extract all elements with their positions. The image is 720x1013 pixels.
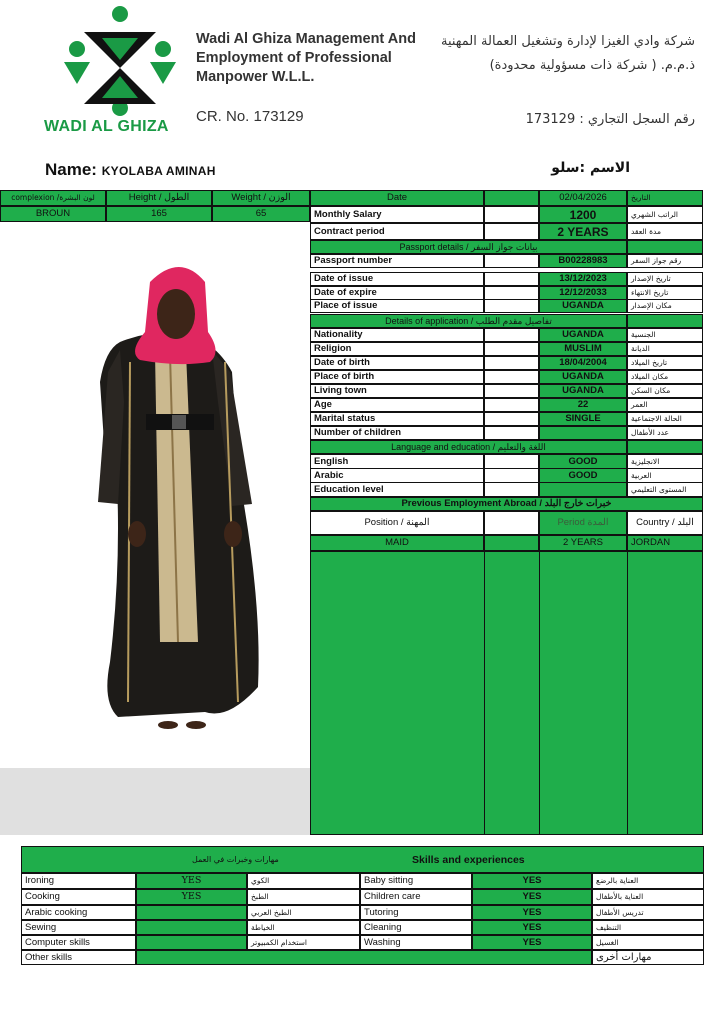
language-row-label-ar: المستوى التعليمي xyxy=(627,482,703,497)
name-label: Name: xyxy=(45,160,97,179)
language-row-label-ar: العربية xyxy=(627,468,703,483)
skill-label: Washing xyxy=(360,935,472,950)
skill-value xyxy=(136,920,247,935)
passport-row-label: Date of issue xyxy=(310,272,484,286)
language-row-spacer xyxy=(484,468,539,483)
previous-period: 2 YEARS xyxy=(539,535,627,551)
skill-label: Cleaning xyxy=(360,920,472,935)
language-row-value: GOOD xyxy=(539,468,627,483)
height-value: 165 xyxy=(106,206,212,222)
skill-value: YES xyxy=(472,920,592,935)
photo-footer xyxy=(0,768,310,835)
salary-value: 1200 xyxy=(539,206,627,223)
skill-value: YES xyxy=(136,889,247,905)
position-spacer xyxy=(484,511,539,535)
application-row-value xyxy=(539,426,627,440)
application-row-label-ar: الديانة xyxy=(627,342,703,356)
company-name-ar: شركة وادي الغيزا لإدارة وتشغيل العمالة المهنية ذ.م.م. ( شركة ذات مسؤولية محدودة) xyxy=(440,34,695,73)
skill-label-ar: الطبخ xyxy=(247,889,360,905)
logo-emblem-icon xyxy=(44,4,196,122)
skills-title-en: Skills and experiences xyxy=(412,854,525,866)
application-row-label: Age xyxy=(310,398,484,412)
passport-row-label: Passport number xyxy=(310,254,484,268)
language-row-label: Education level xyxy=(310,482,484,497)
complexion-value: BROUN xyxy=(0,206,106,222)
skill-value: YES xyxy=(472,889,592,905)
application-row-label: Place of birth xyxy=(310,370,484,384)
passport-row-value: 13/12/2023 xyxy=(539,272,627,286)
application-row-value: UGANDA xyxy=(539,328,627,342)
skill-label: Sewing xyxy=(21,920,136,935)
application-row-label-ar: عدد الأطفال xyxy=(627,426,703,440)
passport-row-spacer xyxy=(484,286,539,300)
candidate-portrait-icon xyxy=(0,222,310,768)
skill-label-ar: تدريس الأطفال xyxy=(592,905,704,920)
passport-row-value: B00228983 xyxy=(539,254,627,268)
application-row-spacer xyxy=(484,370,539,384)
passport-row-label-ar: تاريخ الانتهاء xyxy=(627,286,703,300)
previous-section-header: Previous Employment Abroad / خبرات خارج البلد xyxy=(310,497,703,511)
skills-header xyxy=(21,846,704,873)
name-value: KYOLABA AMINAH xyxy=(101,164,216,178)
application-row-label-ar: الحالة الاجتماعية xyxy=(627,412,703,426)
passport-row-label: Place of issue xyxy=(310,299,484,313)
other-skills-value xyxy=(136,950,592,965)
logo-text: WADI AL GHIZA xyxy=(44,118,169,135)
language-row-label: Arabic xyxy=(310,468,484,483)
skill-value xyxy=(136,905,247,920)
period-header: Period المدة xyxy=(539,511,627,535)
skill-value: YES xyxy=(472,873,592,889)
language-row-spacer xyxy=(484,454,539,469)
date-label: Date xyxy=(310,190,484,206)
skill-label-ar: الغسيل xyxy=(592,935,704,950)
skill-label-ar: الكوي xyxy=(247,873,360,889)
date-spacer xyxy=(484,190,539,206)
passport-row-label: Date of expire xyxy=(310,286,484,300)
skill-value xyxy=(136,935,247,950)
salary-label-ar: الراتب الشهري xyxy=(627,206,703,223)
application-row-label: Living town xyxy=(310,384,484,398)
language-row-label: English xyxy=(310,454,484,469)
application-row-spacer xyxy=(484,426,539,440)
previous-position: MAID xyxy=(310,535,484,551)
previous-employment-blank-area xyxy=(310,551,703,835)
application-row-spacer xyxy=(484,384,539,398)
contract-label: Contract period xyxy=(310,223,484,240)
application-row-spacer xyxy=(484,412,539,426)
application-row-value: UGANDA xyxy=(539,384,627,398)
language-section-header: Language and education / اللغة والتعليم xyxy=(310,440,627,454)
previous-spacer xyxy=(484,535,539,551)
skill-label: Baby sitting xyxy=(360,873,472,889)
skill-value: YES xyxy=(472,905,592,920)
application-row-value: MUSLIM xyxy=(539,342,627,356)
application-row-label: Date of birth xyxy=(310,356,484,370)
application-row-spacer xyxy=(484,398,539,412)
skill-label-ar: العناية بالرضع xyxy=(592,873,704,889)
date-label-ar: التاريخ xyxy=(627,190,703,206)
skill-label: Children care xyxy=(360,889,472,905)
language-row-value xyxy=(539,482,627,497)
application-row-label: Religion xyxy=(310,342,484,356)
passport-row-spacer xyxy=(484,299,539,313)
skill-value: YES xyxy=(472,935,592,950)
application-row-spacer xyxy=(484,342,539,356)
weight-header: Weight / الوزن xyxy=(212,190,310,206)
salary-label: Monthly Salary xyxy=(310,206,484,223)
skill-label: Ironing xyxy=(21,873,136,889)
date-value: 02/04/2026 xyxy=(539,190,627,206)
application-row-label: Number of children xyxy=(310,426,484,440)
other-skills-label-ar: مهارات أخرى xyxy=(592,950,704,965)
skill-value: YES xyxy=(136,873,247,889)
application-row-value: 18/04/2004 xyxy=(539,356,627,370)
application-row-label: Marital status xyxy=(310,412,484,426)
skill-label-ar: الخياطة xyxy=(247,920,360,935)
language-row-label-ar: الانجليزية xyxy=(627,454,703,469)
other-skills-label: Other skills xyxy=(21,950,136,965)
application-row-value: SINGLE xyxy=(539,412,627,426)
contract-spacer xyxy=(484,223,539,240)
skill-label: Tutoring xyxy=(360,905,472,920)
passport-row-value: UGANDA xyxy=(539,299,627,313)
passport-row-spacer xyxy=(484,272,539,286)
cr-number-en: CR. No. 173129 xyxy=(196,108,304,125)
previous-country: JORDAN xyxy=(627,535,703,551)
company-name-en: Wadi Al Ghiza Management And Employment of Professional Manpower W.L.L. xyxy=(196,31,416,85)
weight-value: 65 xyxy=(212,206,310,222)
passport-row-label-ar: رقم جواز السفر xyxy=(627,254,703,268)
application-row-spacer xyxy=(484,328,539,342)
name-field xyxy=(45,160,216,180)
cr-number-ar: رقم السجل التجاري : 173129 xyxy=(525,112,695,127)
skill-label: Computer skills xyxy=(21,935,136,950)
passport-row-spacer xyxy=(484,254,539,268)
position-header: Position / المهنة xyxy=(310,511,484,535)
application-section-header: Details of application / تفاصيل مقدم الطلب xyxy=(310,314,627,328)
skill-label-ar: التنظيف xyxy=(592,920,704,935)
passport-row-label-ar: مكان الإصدار xyxy=(627,299,703,313)
application-row-label-ar: مكان الميلاد xyxy=(627,370,703,384)
application-row-label-ar: مكان السكن xyxy=(627,384,703,398)
skill-label-ar: العناية بالأطفال xyxy=(592,889,704,905)
skill-label-ar: استخدام الكمبيوتر xyxy=(247,935,360,950)
height-header: Height / الطول xyxy=(106,190,212,206)
application-row-label-ar: العمر xyxy=(627,398,703,412)
application-row-value: UGANDA xyxy=(539,370,627,384)
skill-label: Arabic cooking xyxy=(21,905,136,920)
application-section-spacer xyxy=(627,314,703,328)
language-row-spacer xyxy=(484,482,539,497)
skill-label-ar: الطبخ العربي xyxy=(247,905,360,920)
application-row-value: 22 xyxy=(539,398,627,412)
complexion-header: complexion /لون البشرة xyxy=(0,190,106,206)
skills-title-ar: مهارات وخبرات في العمل xyxy=(192,855,279,864)
passport-row-value: 12/12/2033 xyxy=(539,286,627,300)
application-row-label: Nationality xyxy=(310,328,484,342)
passport-row-label-ar: تاريخ الإصدار xyxy=(627,272,703,286)
passport-section-header: Passport details / بيانات جواز السفر xyxy=(310,240,627,254)
language-row-value: GOOD xyxy=(539,454,627,469)
country-header: Country / البلد xyxy=(627,511,703,535)
candidate-photo xyxy=(0,222,310,768)
language-section-spacer xyxy=(627,440,703,454)
application-row-spacer xyxy=(484,356,539,370)
application-row-label-ar: تاريخ الميلاد xyxy=(627,356,703,370)
passport-section-spacer xyxy=(627,240,703,254)
application-row-label-ar: الجنسية xyxy=(627,328,703,342)
skill-label: Cooking xyxy=(21,889,136,905)
salary-spacer xyxy=(484,206,539,223)
name-label-ar: الاسم :سلو xyxy=(551,160,630,176)
contract-value: 2 YEARS xyxy=(539,223,627,240)
contract-label-ar: مدة العقد xyxy=(627,223,703,240)
